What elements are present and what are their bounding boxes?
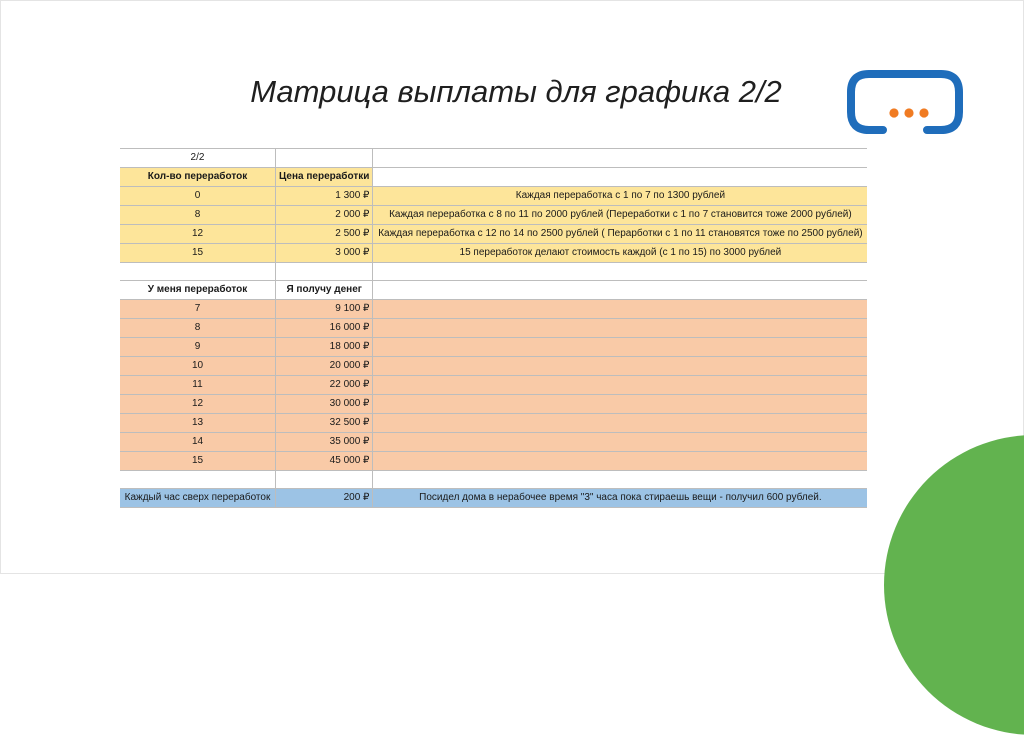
table-row (120, 244, 867, 263)
cell-count: 7 (120, 300, 276, 319)
cell-amount: 18 000 ₽ (276, 338, 373, 357)
cell-note: Каждая переработка с 1 по 7 по 1300 рублей (373, 187, 868, 206)
col-header-my-count: У меня переработок (120, 281, 276, 300)
cell-amount: 20 000 ₽ (276, 357, 373, 376)
cell-amount: 22 000 ₽ (276, 376, 373, 395)
table-header-row (120, 281, 867, 300)
cell-count: 8 (120, 319, 276, 338)
table-row (120, 376, 867, 395)
table-row-empty (120, 471, 867, 489)
col-header-amount: Я получу денег (276, 281, 373, 300)
cell-count: 13 (120, 414, 276, 433)
cell-count: 12 (120, 225, 276, 244)
table-row (120, 300, 867, 319)
cell-count: 10 (120, 357, 276, 376)
cell-amount: 35 000 ₽ (276, 433, 373, 452)
cell-note: 15 переработок делают стоимость каждой (с 1 по 15) по 3000 рублей (373, 244, 868, 263)
table-row (120, 357, 867, 376)
table-row (120, 187, 867, 206)
cell-count: 0 (120, 187, 276, 206)
cell-price: 1 300 ₽ (276, 187, 373, 206)
cell-note: Каждая переработка с 12 по 14 по 2500 рублей ( Перарботки с 1 по 11 становятся тоже по 2500 рублей) (373, 225, 868, 244)
cell-count: 15 (120, 452, 276, 471)
table-row (120, 225, 867, 244)
col-header-price: Цена переработки (276, 168, 373, 187)
cell-amount: 32 500 ₽ (276, 414, 373, 433)
table-row (120, 395, 867, 414)
cell-price: 2 000 ₽ (276, 206, 373, 225)
slide-title: Матрица выплаты для графика 2/2 (250, 74, 782, 109)
cell-amount: 30 000 ₽ (276, 395, 373, 414)
cell-amount: 9 100 ₽ (276, 300, 373, 319)
cell-price: 2 500 ₽ (276, 225, 373, 244)
cell-amount: 45 000 ₽ (276, 452, 373, 471)
cell-extra-note: Посидел дома в нерабочее время "3" часа пока стираешь вещи - получил 600 рублей. (373, 489, 868, 508)
cell-count: 14 (120, 433, 276, 452)
cell-price: 3 000 ₽ (276, 244, 373, 263)
table-header-row (120, 168, 867, 187)
cell-extra-price: 200 ₽ (276, 489, 373, 508)
table-row (120, 414, 867, 433)
cell-count: 11 (120, 376, 276, 395)
table-row-empty (120, 263, 867, 281)
cell-extra-label: Каждый час сверх переработок (120, 489, 276, 508)
cell-count: 15 (120, 244, 276, 263)
table-row (120, 206, 867, 225)
cell-note: Каждая переработка с 8 по 11 по 2000 рублей (Переработки с 1 по 7 становится тоже 2000 рублей) (373, 206, 868, 225)
cell-count: 9 (120, 338, 276, 357)
cell-count: 12 (120, 395, 276, 414)
table-row (120, 338, 867, 357)
table-row (120, 319, 867, 338)
cell-count: 8 (120, 206, 276, 225)
table-row (120, 452, 867, 471)
cell-amount: 16 000 ₽ (276, 319, 373, 338)
schedule-label: 2/2 (120, 149, 276, 168)
payout-matrix-table (120, 148, 867, 508)
table-row (120, 433, 867, 452)
table-row (120, 149, 867, 168)
table-row (120, 489, 867, 508)
col-header-count: Кол-во переработок (120, 168, 276, 187)
company-logo (845, 66, 965, 138)
